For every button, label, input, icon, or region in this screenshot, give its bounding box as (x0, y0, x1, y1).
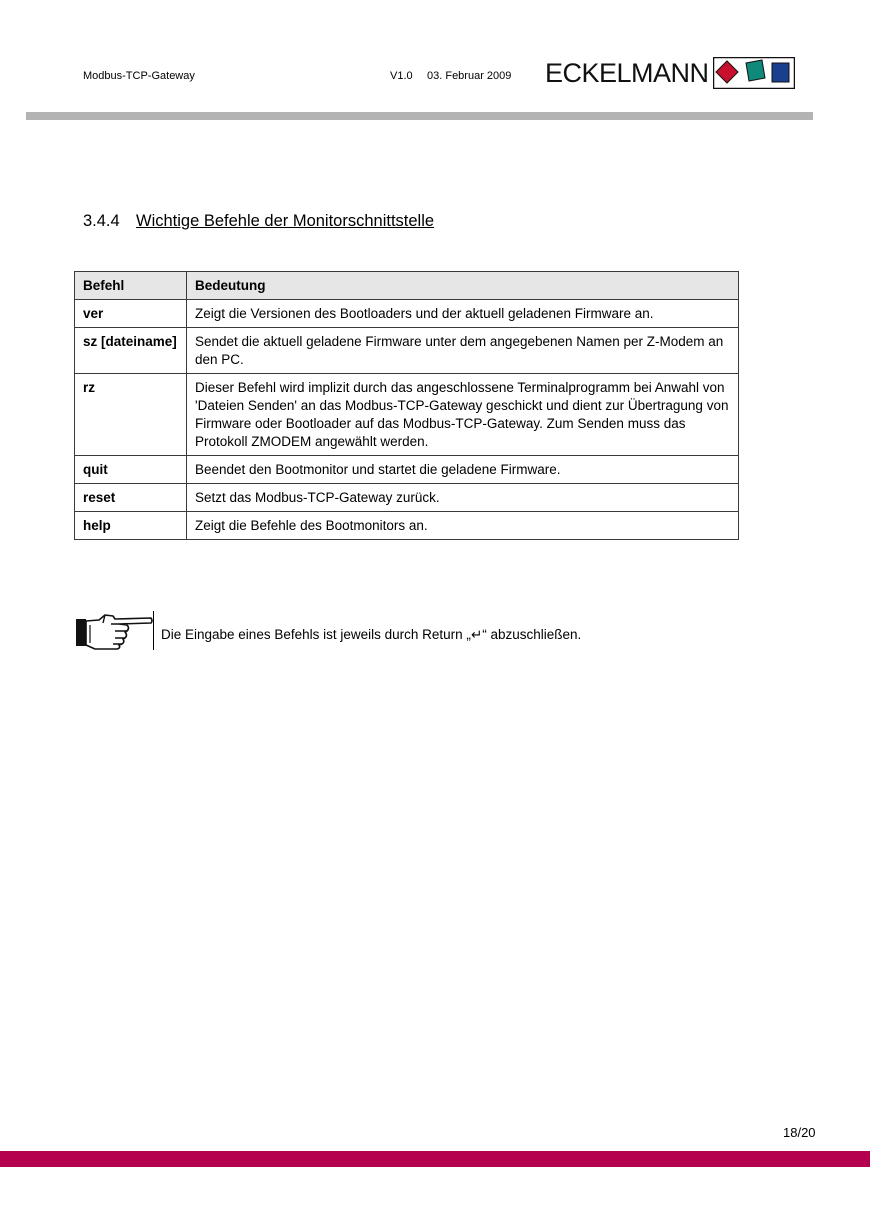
column-header-command: Befehl (75, 272, 187, 300)
logo-wordmark: ECKELMANN (545, 58, 709, 88)
table-row (75, 512, 739, 540)
header-rule (26, 112, 813, 120)
table-row (75, 484, 739, 512)
command-cell: quit (75, 456, 187, 484)
meaning-cell: Setzt das Modbus-TCP-Gateway zurück. (187, 484, 739, 512)
meaning-cell: Dieser Befehl wird implizit durch das angeschlossene Terminalprogramm bei Anwahl von 'Dateien Senden' an das Modbus-TCP-Gateway geschickt und dient zur Übertragung von Firmware oder Bootloader auf das Modbus-TCP-Gateway. Zum Senden muss das Protokoll ZMODEM angewählt werden. (187, 374, 739, 456)
table-header-row (75, 272, 739, 300)
logo-squares-icon (713, 57, 795, 89)
meaning-cell: Zeigt die Befehle des Bootmonitors an. (187, 512, 739, 540)
meaning-cell: Beendet den Bootmonitor und startet die geladene Firmware. (187, 456, 739, 484)
section-number: 3.4.4 (83, 212, 120, 230)
table-row (75, 328, 739, 374)
table-row (75, 374, 739, 456)
command-cell: reset (75, 484, 187, 512)
page-number: 18/20 (783, 1125, 816, 1140)
company-logo (545, 57, 795, 89)
note-box (75, 611, 581, 651)
document-version: V1.0 (390, 70, 413, 82)
section-title: Wichtige Befehle der Monitorschnittstelle (136, 212, 435, 230)
command-table (74, 271, 739, 540)
pointing-hand-icon (75, 611, 153, 651)
meaning-cell: Zeigt die Versionen des Bootloaders und der aktuell geladenen Firmware an. (187, 300, 739, 328)
command-cell: sz [dateiname] (75, 328, 187, 374)
document-date: 03. Februar 2009 (427, 70, 512, 82)
document-name: Modbus-TCP-Gateway (83, 70, 195, 82)
command-cell: help (75, 512, 187, 540)
note-text: Die Eingabe eines Befehls ist jeweils durch Return „↵“ abzuschließen. (161, 627, 582, 642)
table-row (75, 300, 739, 328)
table-row (75, 456, 739, 484)
command-cell: rz (75, 374, 187, 456)
note-divider (153, 611, 154, 650)
command-cell: ver (75, 300, 187, 328)
meaning-cell: Sendet die aktuell geladene Firmware unter dem angegebenen Namen per Z-Modem an den PC. (187, 328, 739, 374)
footer-rule (0, 1151, 870, 1167)
section-heading (83, 212, 434, 231)
column-header-meaning: Bedeutung (187, 272, 739, 300)
